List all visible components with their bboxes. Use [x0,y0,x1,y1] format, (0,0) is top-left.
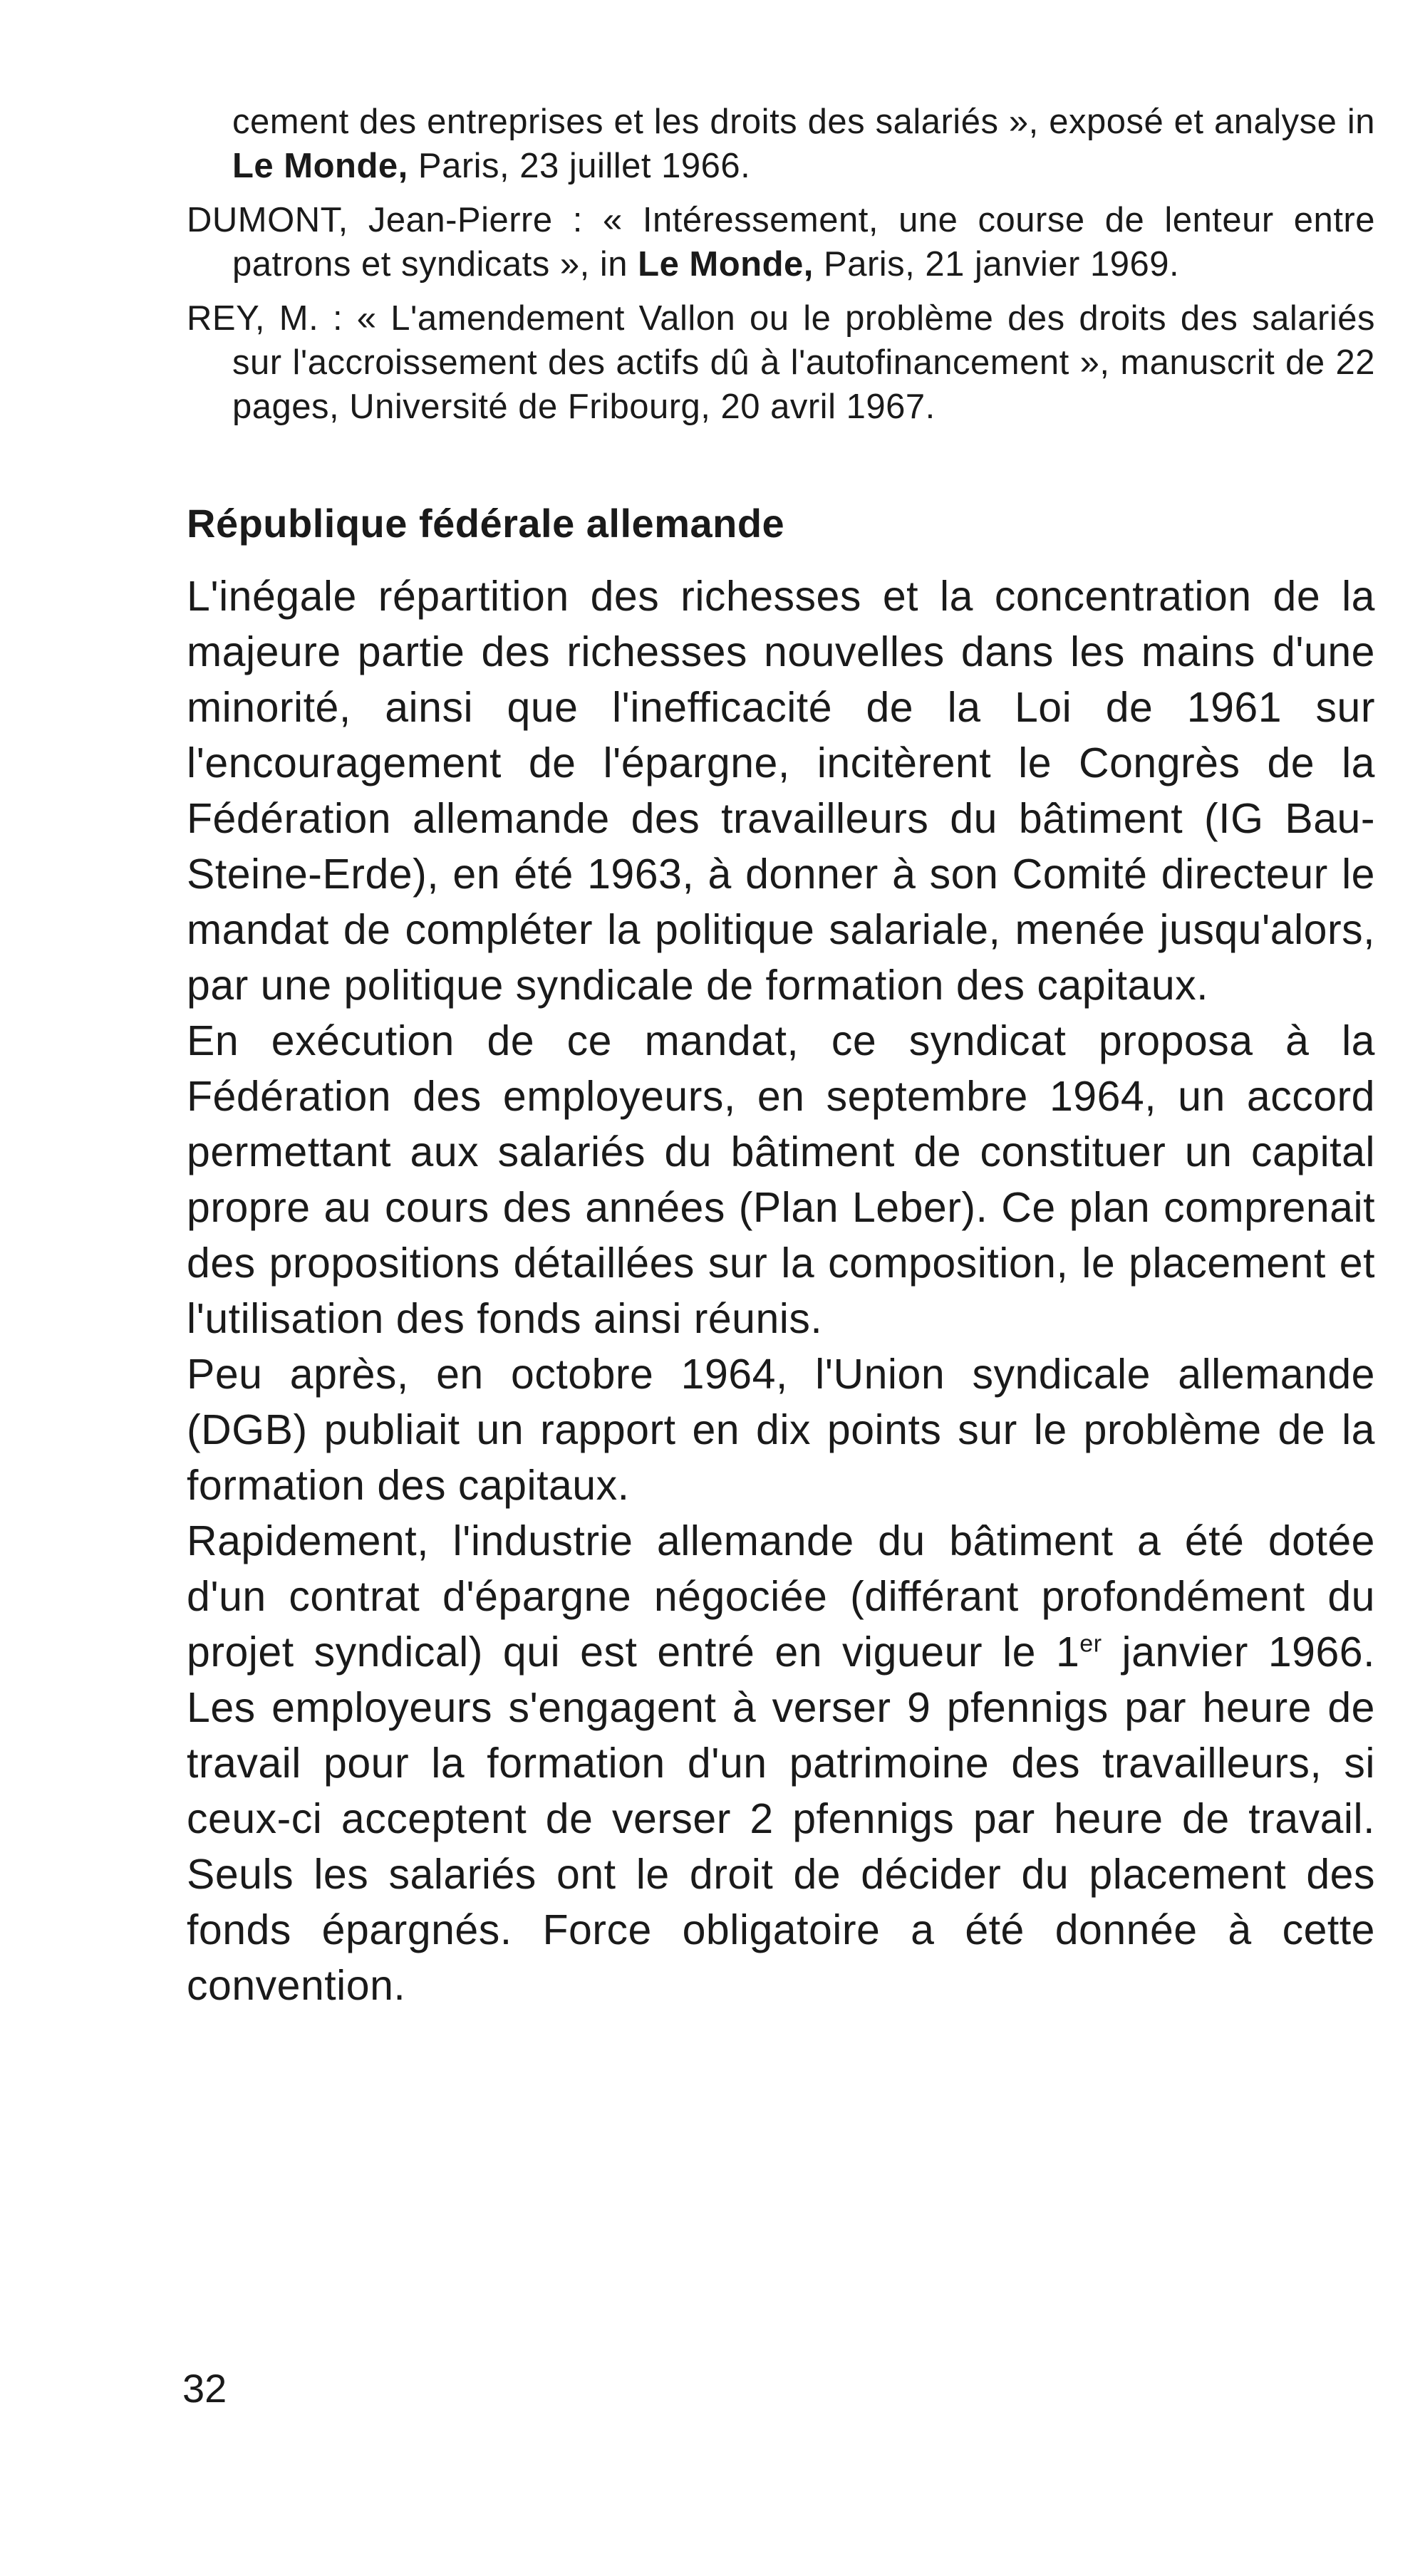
page-number: 32 [182,2366,227,2411]
page-content [187,100,1375,2013]
ordinal-superscript: er [1079,1630,1102,1658]
section-body [187,568,1375,2013]
bibliography-entry [187,100,1375,188]
entry-text: DUMONT, Jean-Pierre : « Intéressement, une course de lenteur entre patrons et syndicats », in [187,201,1375,284]
paragraph-text-end: janvier 1966. Les employeurs s'engagent à verser 9 pfennigs par heure de travail pour la formation d'un patrimoine des travailleurs, si ceux-ci acceptent de verser 2 pfennigs par heure de travail. Seuls les salariés ont le droit de décider du placement des fonds épargnés. Force obligatoire a été donnée à cette convention. [187,1629,1376,2009]
paragraph: Peu après, en octobre 1964, l'Union syndicale allemande (DGB) publiait un rapport en dix points sur le problème de la formation des capitaux. [187,1351,1375,1509]
bibliography-entry [187,296,1375,429]
entry-text-end: Paris, 21 janvier 1969. [813,245,1180,284]
entry-text: REY, M. : « L'amendement Vallon ou le problème des droits des salariés sur l'accroissement des actifs dû à l'autofinancement », manuscrit de 22 pages, Université de Fribourg, 20 avril 1967. [187,299,1375,426]
entry-text: cement des entreprises et les droits des salariés », exposé et analyse in [232,103,1375,141]
bibliography-entry [187,198,1375,286]
paragraph: L'inégale répartition des richesses et la concentration de la majeure partie des richesses nouvelles dans les mains d'une minorité, ainsi que l'inefficacité de la Loi de 1961 sur l'encouragement de l'épargne, incitèrent le Congrès de la Fédération allemande des travailleurs du bâtiment (IG Bau-Steine-Erde), en été 1963, à donner à son Comité directeur le mandat de compléter la politique salariale, menée jusqu'alors, par une politique syndicale de formation des capitaux. [187,573,1375,1009]
bibliography-list [187,100,1375,429]
paragraph-text: Rapidement, l'industrie allemande du bâtiment a été dotée d'un contrat d'épargne négociée (différant profondément du projet syndical) qui est entré en vigueur le 1 [187,1517,1375,1676]
entry-text-end: Paris, 23 juillet 1966. [408,147,751,185]
paragraph [187,1513,1375,2013]
publication-title: Le Monde, [638,245,814,284]
paragraph: En exécution de ce mandat, ce syndicat proposa à la Fédération des employeurs, en septembre 1964, un accord permettant aux salariés du bâtiment de constituer un capital propre au cours des années (Plan Leber). Ce plan comprenait des propositions détaillées sur la composition, le placement et l'utilisation des fonds ainsi réunis. [187,1017,1375,1342]
section-heading: République fédérale allemande [187,501,785,546]
publication-title: Le Monde, [232,147,408,185]
